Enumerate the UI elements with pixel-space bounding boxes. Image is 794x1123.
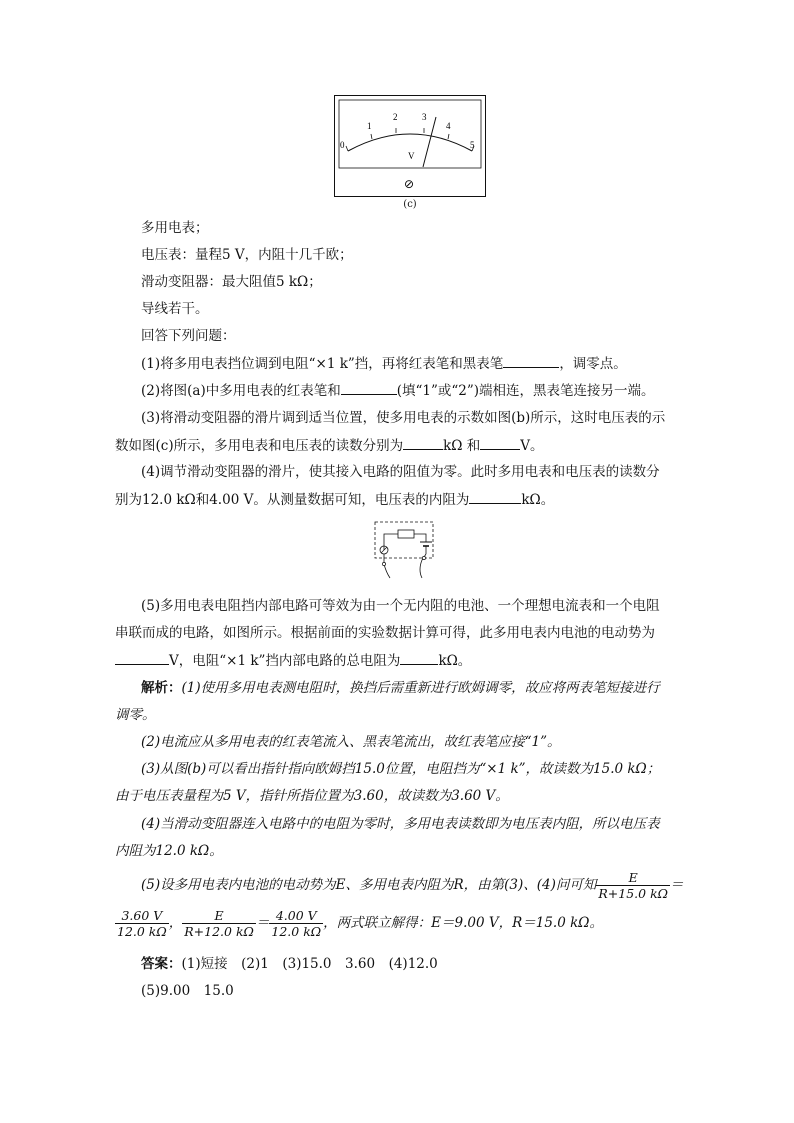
internal-circuit-figure — [374, 520, 444, 582]
equals-sign: ＝ — [670, 877, 684, 893]
q5-text: V，电阻“×1 k”挡内部电路的总电阻为 — [169, 653, 401, 669]
q5-text-end: kΩ。 — [438, 653, 472, 669]
solution-p5-conclusion: ，两式联立解得：E＝9.00 V，R＝15.0 kΩ。 — [323, 915, 603, 931]
solution-p1-end: 调零。 — [115, 707, 156, 723]
solution-p4-line2: 内阻为12.0 kΩ。 — [115, 843, 223, 859]
solution-p3-line1: (3)从图(b)可以看出指针指向欧姆挡15.0位置，电阻挡为“×1 k”，故读数为15.0 kΩ； — [141, 761, 661, 777]
intro-line: 多用电表； — [141, 220, 209, 236]
q5-blank-emf[interactable] — [115, 651, 169, 665]
q2-text-end: (填“1”或“2”)端相连，黑表笔连接另一端。 — [396, 383, 655, 399]
q3-text: 数如图(c)所示，多用电表和电压表的读数分别为 — [115, 438, 404, 454]
question-5-line1: (5)多用电表电阻挡内部电路可等效为由一个无内阻的电池、一个理想电流表和一个电阻 — [141, 598, 660, 614]
question-2 — [141, 381, 655, 400]
q1-blank[interactable] — [503, 354, 559, 368]
fraction-360-over-12: $\frac{3.60 V}{12.0 k\Omega}$ — [117, 908, 167, 939]
intro-line: 回答下列问题： — [141, 328, 236, 344]
question-3-line1: (3)将滑动变阻器的滑片调到适当位置，使多用电表的示数如图(b)所示，这时电压表的示 — [141, 410, 666, 426]
q4-text-end: kΩ。 — [521, 492, 555, 508]
solution-p5-text: (5)设多用电表内电池的电动势为E、多用电表内阻为R，由第(3)、(4)问可知 — [141, 877, 597, 893]
fraction-e-over-r12: $\frac{E}{R+12.0 k\Omega}$ — [184, 908, 254, 939]
question-3-line2 — [115, 436, 544, 455]
scale-label-3: 3 — [422, 112, 427, 122]
answer-line1 — [141, 955, 438, 973]
intro-line: 导线若干。 — [141, 301, 209, 317]
solution-p4-line1: (4)当滑动变阻器连入电路中的电阻为零时，多用电表读数即为电压表内阻，所以电压表 — [141, 816, 660, 832]
scale-label-2: 2 — [393, 112, 398, 122]
answer-text: (1)短接 (2)1 (3)15.0 3.60 (4)12.0 — [181, 956, 438, 972]
scale-label-1: 1 — [367, 121, 372, 131]
q4-blank[interactable] — [469, 490, 521, 504]
q3-blank-volt[interactable] — [480, 436, 520, 450]
answer-line2: (5)9.00 15.0 — [141, 983, 234, 999]
solution-p1-text: (1)使用多用电表测电阻时，换挡后需重新进行欧姆调零，故应将两表笔短接进行 — [181, 680, 660, 696]
voltmeter-figure — [334, 95, 486, 197]
solution-label: 解析： — [141, 680, 182, 696]
intro-line: 滑动变阻器：最大阻值5 kΩ； — [141, 274, 322, 290]
intro-line: 电压表：量程5 V，内阻十几千欧； — [141, 247, 353, 263]
q2-blank[interactable] — [341, 381, 397, 395]
figure-caption: (c) — [403, 199, 417, 210]
solution-p5-line1 — [141, 868, 684, 902]
q4-text: 别为12.0 kΩ和4.00 V。从测量数据可知，电压表的内阻为 — [115, 492, 470, 508]
scale-label-5: 5 — [470, 140, 475, 150]
q5-blank-resistance[interactable] — [400, 651, 438, 665]
scale-label-0: 0 — [340, 140, 345, 150]
question-5-line2: 串联而成的电路，如图所示。根据前面的实验数据计算可得，此多用电表内电池的电动势为 — [115, 625, 655, 641]
q3-text-end: V。 — [520, 438, 544, 454]
q2-text: (2)将图(a)中多用电表的红表笔和 — [141, 383, 341, 399]
answer-label: 答案： — [141, 956, 182, 972]
q3-text-mid: kΩ 和 — [443, 438, 481, 454]
fraction-400-over-12: $\frac{4.00 V}{12.0 k\Omega}$ — [271, 908, 322, 939]
q3-blank-ohm[interactable] — [403, 436, 443, 450]
solution-p5-line2 — [115, 906, 603, 940]
equals-sign: ＝ — [255, 915, 270, 931]
question-5-line3 — [115, 651, 471, 670]
question-4-line2 — [115, 490, 554, 509]
solution-p3-line2: 由于电压表量程为5 V，指针所指位置为3.60，故读数为3.60 V。 — [115, 788, 509, 804]
meter-unit: V — [408, 151, 415, 161]
solution-p2: (2)电流应从多用电表的红表笔流入、黑表笔流出，故红表笔应接“1”。 — [141, 734, 561, 750]
scale-label-4: 4 — [446, 121, 451, 131]
q1-text: (1)将多用电表挡位调到电阻“×1 k”挡，再将红表笔和黑表笔 — [141, 356, 504, 372]
question-4-line1: (4)调节滑动变阻器的滑片，使其接入电路的阻值为零。此时多用电表和电压表的读数分 — [141, 464, 660, 480]
question-1 — [141, 354, 627, 373]
zero-adjust-screw-icon: ⊘ — [404, 177, 415, 191]
comma: ， — [168, 915, 183, 931]
fraction-e-over-r15: $\frac{E}{R+15.0 k\Omega}$ — [598, 870, 669, 901]
solution-p1 — [141, 679, 660, 697]
q1-text-end: ，调零点。 — [559, 356, 627, 372]
